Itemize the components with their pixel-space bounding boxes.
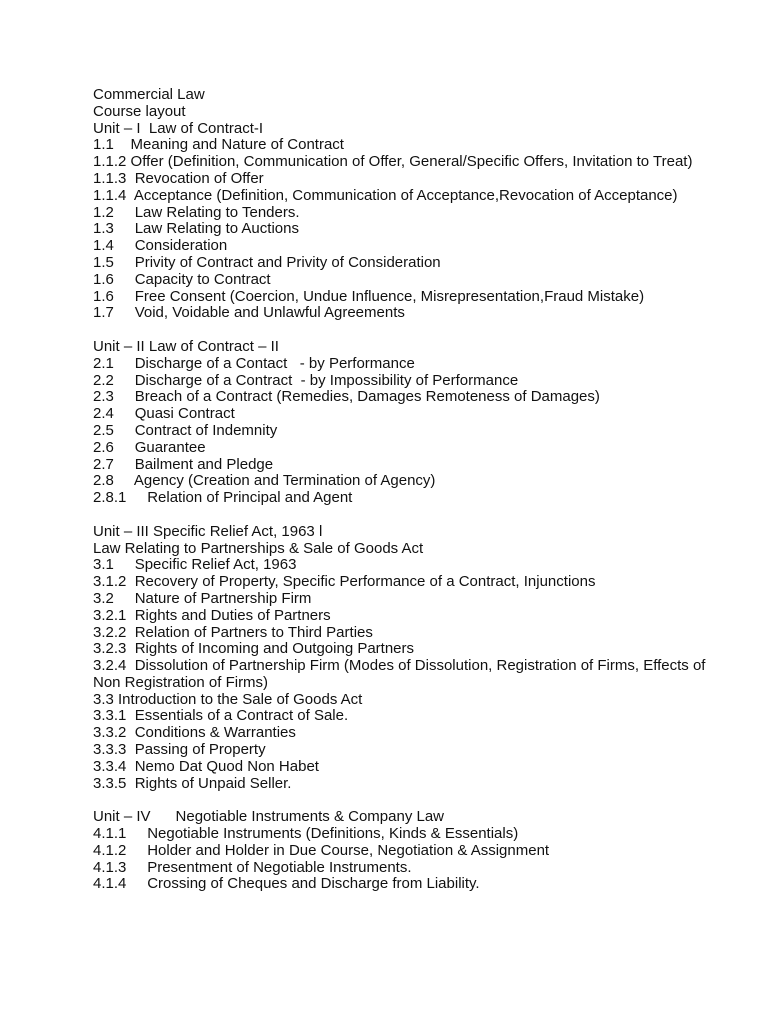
list-item: 1.6 Capacity to Contract [93, 270, 271, 288]
list-item: 3.3.5 Rights of Unpaid Seller. [93, 774, 292, 792]
unit-section [93, 121, 733, 323]
list-item: 3.1.2 Recovery of Property, Specific Performance of a Contract, Injunctions [93, 573, 596, 591]
list-item: 2.5 Contract of Indemnity [93, 421, 278, 439]
list-item: 3.2.4 Dissolution of Partnership Firm (Modes of Dissolution, Registration of Firms, Effects of Non Registration of Firms) [93, 657, 710, 691]
unit-heading: Unit – IV Negotiable Instruments & Company Law [93, 808, 444, 826]
list-item: 3.3.3 Passing of Property [93, 741, 266, 759]
list-item: 3.2.2 Relation of Partners to Third Parties [93, 623, 373, 641]
spacer [93, 322, 733, 339]
list-item: 1.6 Free Consent (Coercion, Undue Influence, Misrepresentation,Fraud Mistake) [93, 287, 645, 305]
list-item: 4.1.4 Crossing of Cheques and Discharge from Liability. [93, 875, 480, 893]
unit-heading: Unit – II Law of Contract – II [93, 337, 279, 355]
spacer [93, 792, 733, 809]
list-item: 3.3.4 Nemo Dat Quod Non Habet [93, 757, 319, 775]
list-item: 2.7 Bailment and Pledge [93, 455, 274, 473]
list-item: 3.2.3 Rights of Incoming and Outgoing Partners [93, 640, 415, 658]
list-item: 1.7 Void, Voidable and Unlawful Agreements [93, 304, 405, 322]
list-item: 2.4 Quasi Contract [93, 405, 235, 423]
unit-section [93, 809, 733, 893]
list-item: 2.6 Guarantee [93, 438, 206, 456]
list-item: 1.1.4 Acceptance (Definition, Communication of Acceptance,Revocation of Acceptance) [93, 186, 678, 204]
list-item: 3.3 Introduction to the Sale of Goods Act [93, 690, 363, 708]
list-item: 1.3 Law Relating to Auctions [93, 220, 299, 238]
list-item: 2.3 Breach of a Contract (Remedies, Damages Remoteness of Damages) [93, 388, 600, 406]
list-item: 3.1 Specific Relief Act, 1963 [93, 556, 297, 574]
list-item: 4.1.3 Presentment of Negotiable Instruments. [93, 858, 412, 876]
list-item: 3.3.2 Conditions & Warranties [93, 724, 296, 742]
unit-subheading: Law Relating to Partnerships & Sale of Goods Act [93, 539, 424, 557]
list-item: 2.2 Discharge of a Contract - by Impossibility of Performance [93, 371, 519, 389]
list-item: 3.3.1 Essentials of a Contract of Sale. [93, 707, 349, 725]
list-item: 4.1.2 Holder and Holder in Due Course, Negotiation & Assignment [93, 841, 550, 859]
list-item: 1.1 Meaning and Nature of Contract [93, 136, 344, 154]
list-item: 1.5 Privity of Contract and Privity of Consideration [93, 253, 441, 271]
list-item: 3.2.1 Rights and Duties of Partners [93, 606, 331, 624]
list-item: 4.1.1 Negotiable Instruments (Definitions, Kinds & Essentials) [93, 825, 519, 843]
list-item: 2.1 Discharge of a Contact - by Performance [93, 354, 415, 372]
list-item: 1.2 Law Relating to Tenders. [93, 203, 300, 221]
document-subtitle: Course layout [93, 102, 186, 120]
spacer [93, 507, 733, 524]
list-item: 2.8.1 Relation of Principal and Agent [93, 489, 353, 507]
unit-heading: Unit – III Specific Relief Act, 1963 l [93, 522, 323, 540]
list-item: 1.4 Consideration [93, 237, 228, 255]
list-item: 1.1.3 Revocation of Offer [93, 169, 264, 187]
unit-heading: Unit – I Law of Contract-I [93, 119, 264, 137]
document-page [93, 87, 733, 893]
list-item: 3.2 Nature of Partnership Firm [93, 589, 312, 607]
unit-section [93, 524, 733, 793]
list-item: 1.1.2 Offer (Definition, Communication of Offer, General/Specific Offers, Invitation to Treat) [93, 153, 693, 171]
document-title: Commercial Law [93, 86, 205, 103]
list-item: 2.8 Agency (Creation and Termination of Agency) [93, 472, 436, 490]
unit-section [93, 339, 733, 507]
